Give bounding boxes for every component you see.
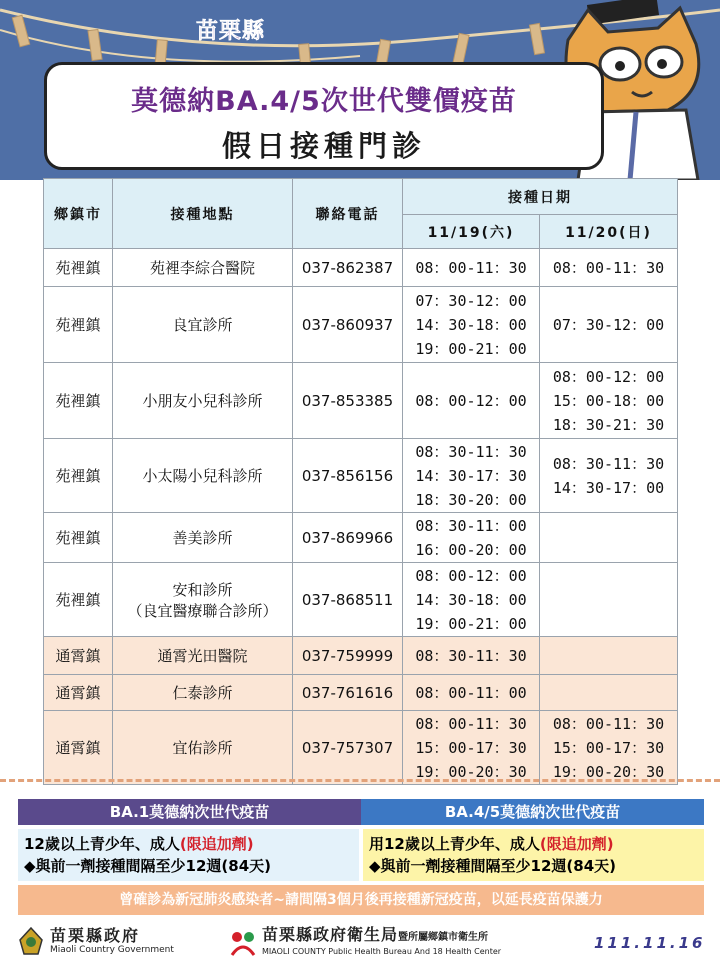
sat-hours-cell xyxy=(403,439,540,513)
header-phone: 聯絡電話 xyxy=(293,179,403,249)
phone-cell: 037-759999 xyxy=(293,637,403,675)
township-cell: 苑裡鎮 xyxy=(44,439,113,513)
time-slot: 08：00-12：00 xyxy=(415,391,527,410)
time-slot: 19：00-21：00 xyxy=(415,339,527,358)
ba45-age-text: 用12歲以上青少年、成人 xyxy=(369,835,540,853)
sun-hours-cell xyxy=(540,363,678,439)
sun-hours-cell xyxy=(540,711,678,785)
sun-hours-cell xyxy=(540,249,678,287)
header-dates: 接種日期 xyxy=(403,179,678,215)
table-row xyxy=(44,363,678,439)
time-slot: 18：30-21：30 xyxy=(552,415,665,434)
phone-cell: 037-856156 xyxy=(293,439,403,513)
county-emblem-icon xyxy=(18,926,44,956)
title-line1: 莫德納BA.4/5次世代雙價疫苗 xyxy=(131,86,517,117)
time-slot: 19：00-21：00 xyxy=(415,614,527,633)
ba1-interval-text: ◆與前一劑接種間隔至少12週(84天) xyxy=(24,857,271,875)
time-slot: 15：00-17：30 xyxy=(415,738,527,757)
sun-hours-cell xyxy=(540,439,678,513)
sat-hours-cell xyxy=(403,637,540,675)
time-slot: 14：30-18：00 xyxy=(415,590,527,609)
location-subname: （良宜醫療聯合診所） xyxy=(127,601,278,620)
ba45-interval-text: ◆與前一劑接種間隔至少12週(84天) xyxy=(369,857,616,875)
infection-warning: 曾確診為新冠肺炎感染者~請間隔3個月後再接種新冠疫苗，以延長疫苗保護力 xyxy=(18,885,704,915)
township-cell: 通霄鎮 xyxy=(44,675,113,711)
phone-cell: 037-757307 xyxy=(293,711,403,785)
phone-cell: 037-868511 xyxy=(293,563,403,637)
time-slot: 16：00-20：00 xyxy=(415,540,527,559)
phone-cell: 037-761616 xyxy=(293,675,403,711)
sun-hours-cell xyxy=(540,287,678,363)
time-slot: 19：00-20：30 xyxy=(552,762,665,781)
location-cell: 小朋友小兒科診所 xyxy=(113,363,293,439)
time-slot: 14：30-17：30 xyxy=(415,466,527,485)
ba1-eligibility xyxy=(18,829,359,881)
county-label: 苗栗縣 xyxy=(196,19,266,44)
vaccine-info-section xyxy=(18,799,704,915)
publish-date: 111.11.16 xyxy=(594,934,706,952)
time-slot: 08：00-12：00 xyxy=(415,566,527,585)
location-cell: 仁泰診所 xyxy=(113,675,293,711)
ba45-eligibility xyxy=(363,829,704,881)
time-slot: 08：00-11：30 xyxy=(552,258,665,277)
time-slot: 08：00-12：00 xyxy=(552,367,665,386)
location-cell: 苑裡李綜合醫院 xyxy=(113,249,293,287)
township-cell: 通霄鎮 xyxy=(44,711,113,785)
time-slot: 08：30-11：30 xyxy=(415,646,527,665)
vaccine-eligibility xyxy=(18,829,704,881)
no-service-cell xyxy=(540,637,678,675)
header-date-sat: 11/19(六) xyxy=(403,215,540,249)
table-row xyxy=(44,249,678,287)
gov-name: 苗栗縣政府 xyxy=(50,926,141,945)
time-slot: 15：00-17：30 xyxy=(552,738,665,757)
ba1-age-text: 12歲以上青少年、成人 xyxy=(24,835,180,853)
phone-cell: 037-862387 xyxy=(293,249,403,287)
vaccine-type-bar xyxy=(18,799,704,825)
location-cell: 善美診所 xyxy=(113,513,293,563)
header-banner xyxy=(0,0,720,180)
bureau-name-en: MIAOLI COUNTY Public Health Bureau And 18 Health Center xyxy=(262,947,502,956)
table-row xyxy=(44,675,678,711)
health-bureau-emblem-icon xyxy=(228,927,258,957)
table-row xyxy=(44,439,678,513)
health-bureau-logo xyxy=(228,926,501,957)
header-date-sun: 11/20(日) xyxy=(540,215,678,249)
time-slot: 08：00-11：30 xyxy=(552,714,665,733)
time-slot: 08：00-11：30 xyxy=(415,258,527,277)
sat-hours-cell xyxy=(403,711,540,785)
title-card xyxy=(44,62,604,170)
gov-name-en: Miaoli Country Government xyxy=(50,945,174,955)
table-row xyxy=(44,637,678,675)
ba1-title: BA.1莫德納次世代疫苗 xyxy=(18,799,361,825)
sat-hours-cell xyxy=(403,363,540,439)
gov-logo xyxy=(18,926,174,956)
table-row xyxy=(44,711,678,785)
header-location: 接種地點 xyxy=(113,179,293,249)
township-cell: 苑裡鎮 xyxy=(44,563,113,637)
footer xyxy=(0,922,720,960)
time-slot: 07：30-12：00 xyxy=(415,291,527,310)
township-cell: 通霄鎮 xyxy=(44,637,113,675)
table-row xyxy=(44,513,678,563)
no-service-cell xyxy=(540,675,678,711)
title-line2: 假日接種門診 xyxy=(221,129,426,163)
section-divider xyxy=(0,779,720,782)
township-cell: 苑裡鎮 xyxy=(44,513,113,563)
time-slot: 19：00-20：30 xyxy=(415,762,527,781)
ba1-booster-note: (限追加劑) xyxy=(179,835,254,853)
sat-hours-cell xyxy=(403,249,540,287)
location-cell xyxy=(113,563,293,637)
time-slot: 14：30-17：00 xyxy=(552,478,665,497)
township-cell: 苑裡鎮 xyxy=(44,363,113,439)
ba45-title: BA.4/5莫德納次世代疫苗 xyxy=(361,799,704,825)
location-name: 安和診所 xyxy=(172,580,233,599)
time-slot: 08：00-11：00 xyxy=(415,683,527,702)
header-township: 鄉鎮市 xyxy=(44,179,113,249)
bureau-name: 苗栗縣政府衛生局 xyxy=(262,925,399,944)
sat-hours-cell xyxy=(403,513,540,563)
time-slot: 14：30-18：00 xyxy=(415,315,527,334)
phone-cell: 037-869966 xyxy=(293,513,403,563)
sat-hours-cell xyxy=(403,563,540,637)
ba45-booster-note: (限追加劑) xyxy=(539,835,614,853)
time-slot: 08：30-11：00 xyxy=(415,516,527,535)
time-slot: 18：30-20：00 xyxy=(415,490,527,509)
phone-cell: 037-860937 xyxy=(293,287,403,363)
table-row xyxy=(44,287,678,363)
time-slot: 08：00-11：30 xyxy=(415,714,527,733)
time-slot: 15：00-18：00 xyxy=(552,391,665,410)
location-cell: 良宜診所 xyxy=(113,287,293,363)
time-slot: 08：30-11：30 xyxy=(415,442,527,461)
sat-hours-cell xyxy=(403,287,540,363)
bureau-subname: 暨所屬鄉鎮市衛生所 xyxy=(398,932,489,943)
time-slot: 07：30-12：00 xyxy=(552,315,665,334)
location-cell: 通霄光田醫院 xyxy=(113,637,293,675)
sat-hours-cell xyxy=(403,675,540,711)
township-cell: 苑裡鎮 xyxy=(44,287,113,363)
no-service-cell xyxy=(540,563,678,637)
no-service-cell xyxy=(540,513,678,563)
phone-cell: 037-853385 xyxy=(293,363,403,439)
township-cell: 苑裡鎮 xyxy=(44,249,113,287)
location-cell: 小太陽小兒科診所 xyxy=(113,439,293,513)
table-row xyxy=(44,563,678,637)
time-slot: 08：30-11：30 xyxy=(552,454,665,473)
vaccination-schedule-table xyxy=(43,178,678,785)
location-cell: 宜佑診所 xyxy=(113,711,293,785)
